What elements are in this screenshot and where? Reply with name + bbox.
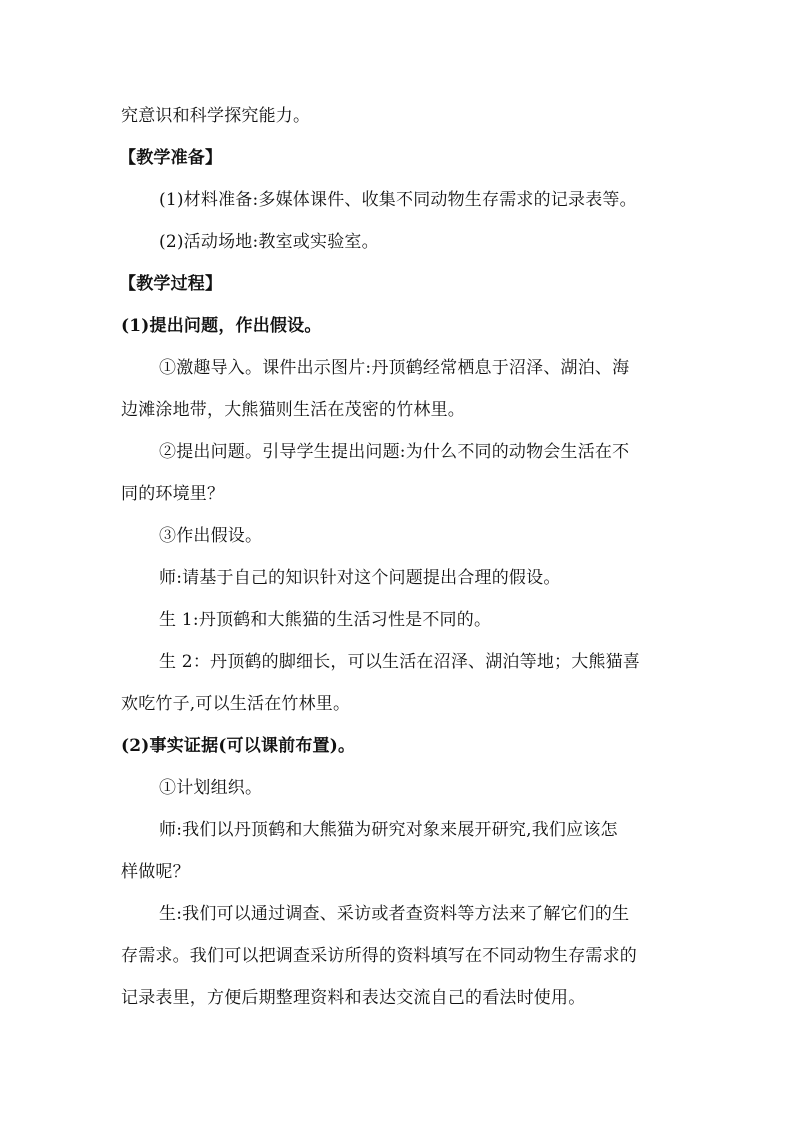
paragraph-line: 师:请基于自己的知识针对这个问题提出合理的假设。 [159, 568, 561, 588]
paragraph-line: 存需求。我们可以把调查采访所得的资料填写在不同动物生存需求的 [121, 946, 637, 966]
paragraph-line: ①激趣导入。课件出示图片:丹顶鹤经常栖息于沼泽、湖泊、海 [159, 358, 630, 378]
paragraph-line: 记录表里，方便后期整理资料和表达交流自己的看法时使用。 [121, 988, 586, 1008]
subheading-step-1: (1)提出问题，作出假设。 [121, 316, 322, 336]
paragraph-line: (1)材料准备:多媒体课件、收集不同动物生存需求的记录表等。 [159, 190, 637, 210]
paragraph-line: 同的环境里？ [121, 484, 225, 504]
paragraph-line: 究意识和科学探究能力。 [121, 106, 311, 126]
paragraph-line: ②提出问题。引导学生提出问题:为什么不同的动物会生活在不 [159, 442, 630, 462]
paragraph-line: ①计划组织。 [159, 778, 263, 798]
paragraph-line: 生:我们可以通过调查、采访或者查资料等方法来了解它们的生 [159, 904, 630, 924]
paragraph-line: 欢吃竹子,可以生活在竹林里。 [121, 694, 351, 714]
paragraph-line: 生 2：丹顶鹤的脚细长，可以生活在沼泽、湖泊等地；大熊猫喜 [159, 652, 641, 672]
paragraph-line: 边滩涂地带，大熊猫则生活在茂密的竹林里。 [121, 400, 465, 420]
paragraph-line: 师:我们以丹顶鹤和大熊猫为研究对象来展开研究,我们应该怎 [159, 820, 618, 840]
subheading-step-2: (2)事实证据(可以课前布置)。 [121, 736, 356, 756]
section-heading-preparation: 【教学准备】 [119, 148, 223, 168]
paragraph-line: ③作出假设。 [159, 526, 263, 546]
paragraph-line: 样做呢？ [121, 862, 190, 882]
paragraph-line: (2)活动场地:教室或实验室。 [159, 232, 379, 252]
section-heading-process: 【教学过程】 [119, 274, 223, 294]
paragraph-line: 生 1:丹顶鹤和大熊猫的生活习性是不同的。 [159, 610, 492, 630]
